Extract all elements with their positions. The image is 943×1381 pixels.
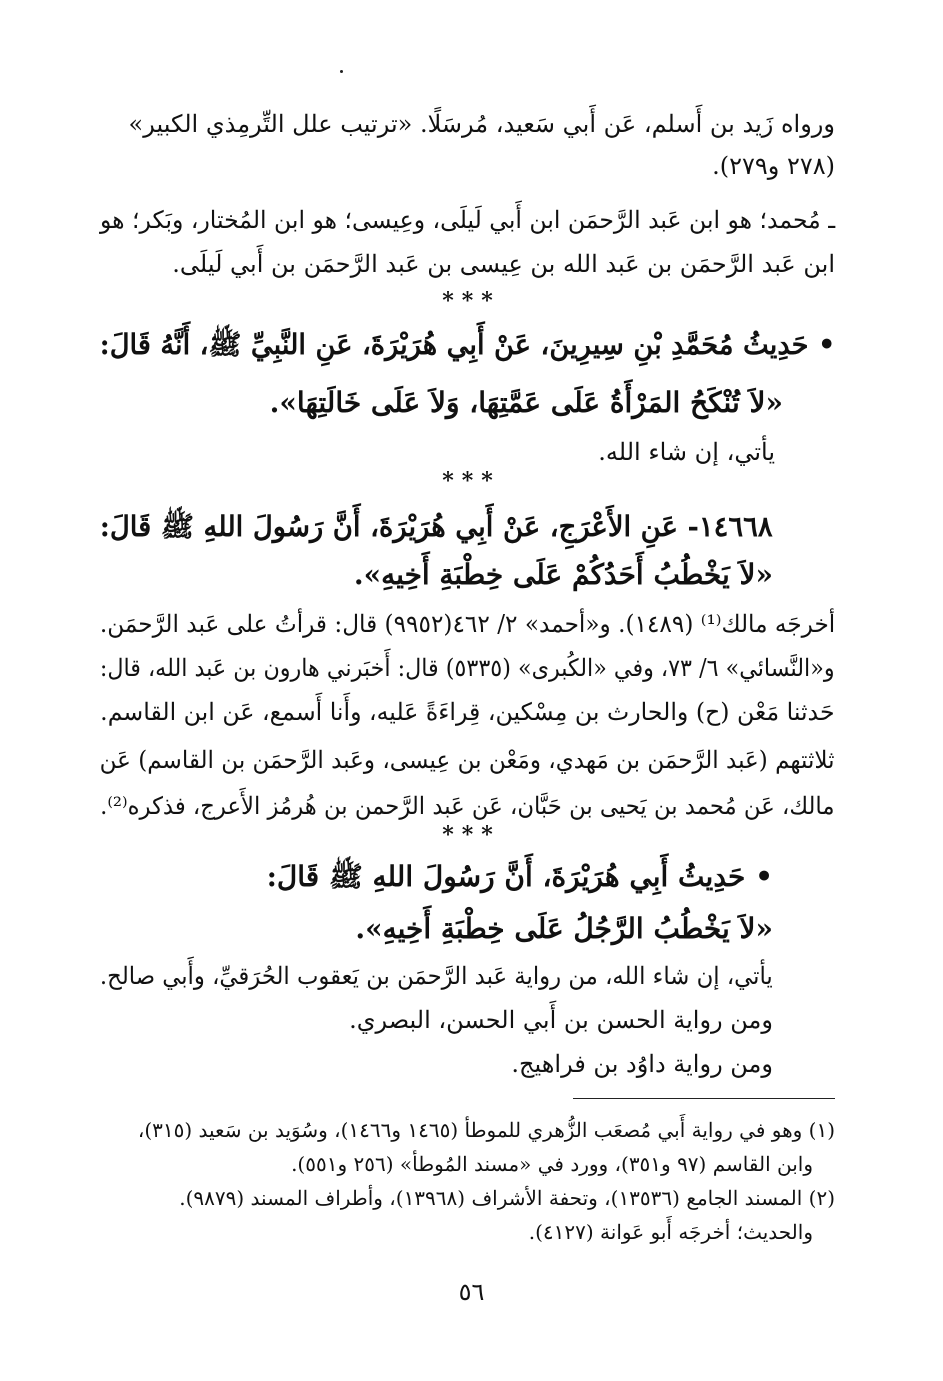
text-line: مالك، عَن مُحمد بن يَحيى بن حَبَّان، عَن عَبد الرَّحمن بن هُرمُز الأَعرج، فذكره⁽²⁾. <box>100 792 836 820</box>
footnote-line: (١) وهو في رواية أَبي مُصعَب الزُّهري للموطأ (١٤٦٥ و١٤٦٦)، وسُوَيد بن سَعيد (٣١٥)، <box>137 1118 835 1142</box>
hadith-heading: ١٤٦٦٨- عَنِ الأَعْرَجِ، عَنْ أَبِي هُرَيْرَةَ، أَنَّ رَسُولَ اللهِ ﷺ قَالَ: <box>100 510 773 543</box>
hadith-text: «لاَ يَخْطُبُ أَحَدُكُمْ عَلَى خِطْبَةِ أَخِيهِ». <box>353 558 773 591</box>
hadith-heading: • حَدِيثُ أَبِي هُرَيْرَةَ، أَنَّ رَسُولَ اللهِ ﷺ قَالَ: <box>266 860 773 893</box>
text-line: ومن رواية الحسن بن أَبي الحسن، البصري. <box>349 1006 773 1034</box>
text-line: أخرجَه مالك⁽¹⁾ (١٤٨٩). و«أحمد» ٢/ ٤٦٢(٩٩٥٢) قال: قرأتُ على عَبد الرَّحمَن. <box>99 610 835 638</box>
text-line: ثلاثتهم (عَبد الرَّحمَن بن مَهدي، ومَعْن بن عِيسى، وعَبد الرَّحمَن بن القاسم) عَن <box>100 746 835 774</box>
hadith-text: «لاَ يَخْطُبُ الرَّجُلُ عَلَى خِطْبَةِ أَخِيهِ». <box>355 912 773 945</box>
text-line: ابن عَبد الرَّحمَن بن عَبد الله بن عِيسى بن عَبد الرَّحمَن بن أَبي لَيلَى. <box>172 250 835 278</box>
hadith-heading: • حَدِيثُ مُحَمَّدِ بْنِ سِيرِينَ، عَنْ أَبِي هُرَيْرَةَ، عَنِ النَّبِيِّ ﷺ، أَنَّهُ قَالَ: <box>99 328 835 361</box>
text-line: و«النَّسائي» ٦/ ٧٣، وفي «الكُبرى» (٥٣٣٥) قال: أَخبَرني هارون بن عَبد الله، قال: <box>100 654 835 682</box>
text-line: ورواه زَيد بن أَسلم، عَن أَبي سَعيد، مُرسَلًا. «ترتيب علل التِّرمِذي الكبير» <box>128 110 835 138</box>
section-separator: *** <box>442 822 501 848</box>
section-separator: *** <box>442 288 501 314</box>
page-number: ٥٦ <box>458 1278 485 1306</box>
text-line: (٢٧٨ و٢٧٩). <box>712 152 835 180</box>
text-line: يأتي، إن شاء الله، من رواية عَبد الرَّحمَن بن يَعقوب الحُرَقيِّ، وأَبي صالح. <box>100 962 773 990</box>
text-line: ـ مُحمد؛ هو ابن عَبد الرَّحمَن ابن أَبي لَيلَى، وعِيسى؛ هو ابن المُختار، وبَكر؛ هو <box>99 206 835 234</box>
footnote-line: والحديث؛ أخرجَه أَبو عَوانة (٤١٢٧). <box>528 1220 813 1244</box>
text-line: حَدثنا مَعْن (ح) والحارث بن مِسْكين، قِراءَةً عَليه، وأَنا أَسمع، عَن ابن القاسم. <box>100 698 835 726</box>
text-line: يأتي، إن شاء الله. <box>598 438 775 466</box>
top-mark <box>340 70 343 73</box>
footnote-rule <box>573 1098 835 1099</box>
text-line: ومن رواية داوُد بن فراهيج. <box>511 1050 773 1078</box>
hadith-text: «لاَ تُنْكَحُ المَرْأَةُ عَلَى عَمَّتِهَا، وَلاَ عَلَى خَالَتِهَا». <box>269 386 783 419</box>
section-separator: *** <box>442 468 501 494</box>
footnote-line: وابن القاسم (٩٧ و٣٥١)، وورد في «مسند المُوطأ» (٢٥٦ و٥٥١). <box>291 1152 813 1176</box>
footnote-line: (٢) المسند الجامع (١٣٥٣٦)، وتحفة الأشراف (١٣٩٦٨)، وأطراف المسند (٩٨٧٩). <box>179 1186 835 1210</box>
